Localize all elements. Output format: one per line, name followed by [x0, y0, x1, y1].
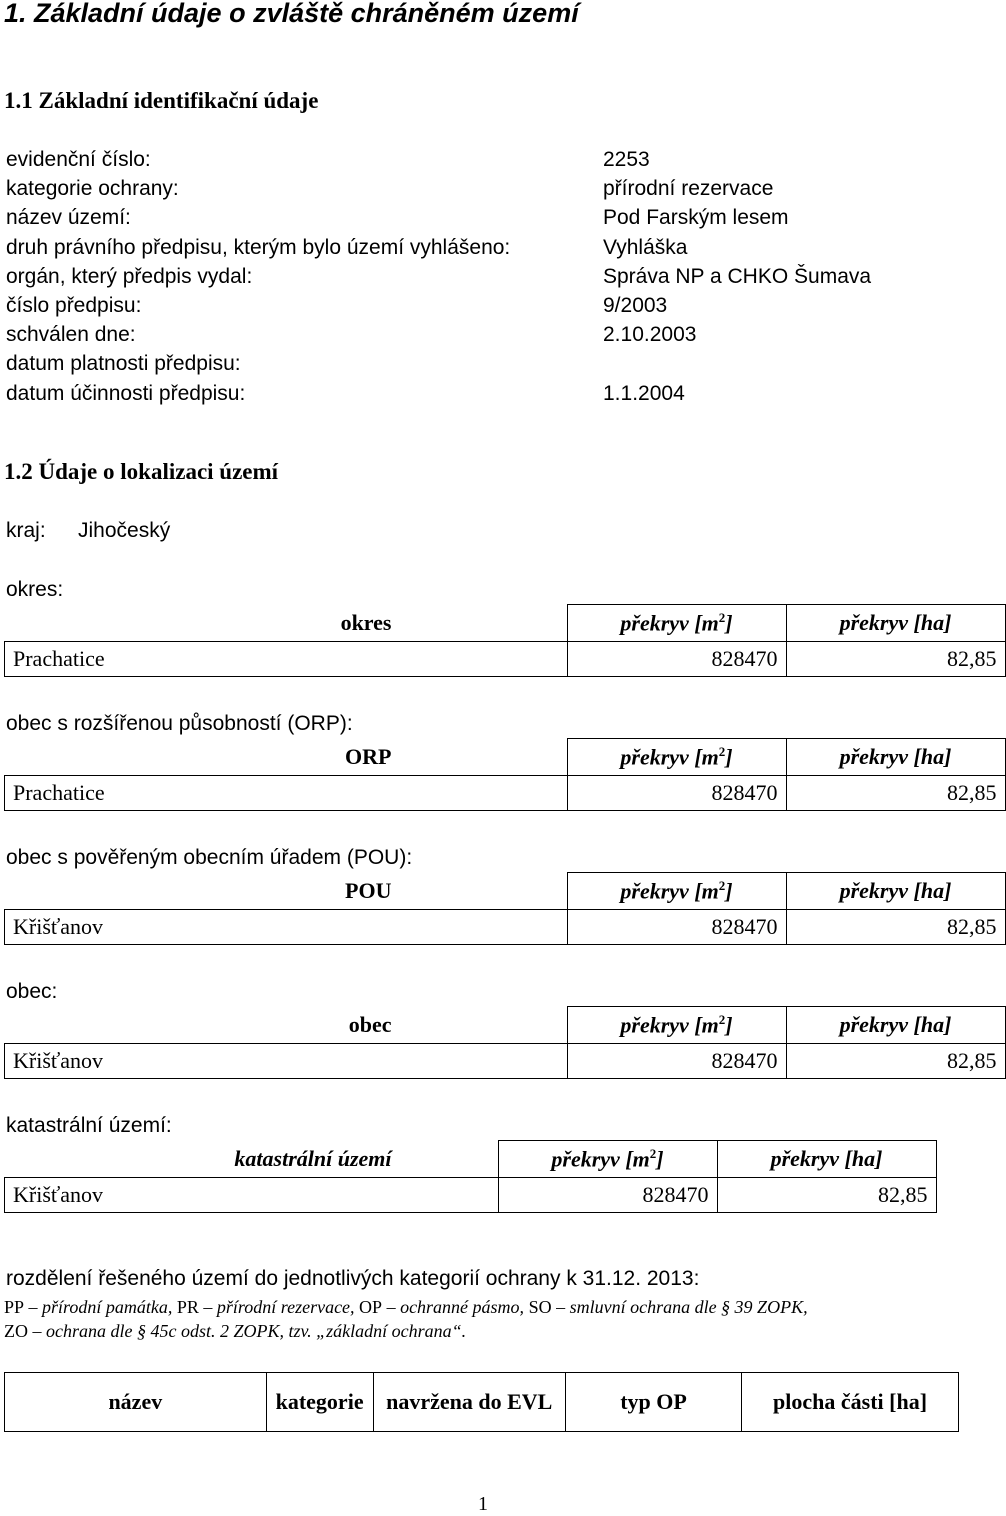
col-m2-text: překryv [m: [551, 1146, 650, 1172]
block-label: katastrální území:: [6, 1114, 172, 1137]
block-label: okres:: [6, 578, 64, 601]
unit-name: Prachatice: [5, 776, 568, 811]
overlap-header-row: [5, 1007, 1006, 1044]
field-label: orgán, který předpis vydal:: [6, 265, 253, 288]
col-unit: ORP: [5, 739, 568, 776]
col-overlap-m2: [567, 739, 786, 776]
field-label: schválen dne:: [6, 323, 136, 346]
col-m2-close: ]: [656, 1146, 664, 1172]
col-overlap-m2: [567, 605, 786, 642]
col-kategorie: kategorie: [266, 1373, 373, 1432]
col-overlap-ha: překryv [ha]: [786, 739, 1005, 776]
unit-name: Křišťanov: [5, 1178, 499, 1213]
overlap-ha: 82,85: [786, 910, 1005, 945]
overlap-header-row: [5, 873, 1006, 910]
overlap-ha: 82,85: [786, 776, 1005, 811]
field-label: datum platnosti předpisu:: [6, 352, 241, 375]
field-value: 1.1.2004: [603, 382, 685, 405]
field-label: datum účinnosti předpisu:: [6, 382, 246, 405]
section-title-localization: 1.2 Údaje o lokalizaci území: [4, 459, 279, 484]
legend-text-zo: – ochrana dle § 45c odst. 2 ZOPK, tzv. „základní ochrana“.: [28, 1321, 467, 1341]
overlap-table: [4, 604, 1006, 677]
overlap-table: [4, 872, 1006, 945]
unit-name: Křišťanov: [5, 910, 568, 945]
field-value: přírodní rezervace: [603, 177, 774, 200]
legend-text-op: – ochranné pásmo,: [382, 1297, 529, 1317]
abbr-op: OP: [359, 1297, 383, 1317]
block-label: obec s pověřeným obecním úřadem (POU):: [6, 846, 413, 869]
col-m2-text: překryv [m: [620, 610, 719, 636]
overlap-header-row: [5, 605, 1006, 642]
field-value: 2253: [603, 148, 650, 171]
overlap-table: [4, 1006, 1006, 1079]
field-value: Pod Farským lesem: [603, 206, 789, 229]
col-overlap-m2: [567, 1007, 786, 1044]
col-nazev: název: [5, 1373, 267, 1432]
col-m2-sup: 2: [718, 609, 726, 625]
col-plocha: plocha části [ha]: [742, 1373, 959, 1432]
field-value: Vyhláška: [603, 236, 688, 259]
overlap-data-row: [5, 1178, 937, 1213]
col-m2-sup: 2: [718, 743, 726, 759]
overlap-m2: 828470: [567, 776, 786, 811]
legend-text-pr: – přírodní rezervace,: [198, 1297, 360, 1317]
overlap-header-row: [5, 739, 1006, 776]
col-overlap-ha: překryv [ha]: [786, 1007, 1005, 1044]
overlap-m2: 828470: [567, 1044, 786, 1079]
page-heading: 1. Základní údaje o zvláště chráněném území: [4, 0, 579, 28]
col-m2-close: ]: [725, 610, 733, 636]
overlap-header-row: [5, 1141, 937, 1178]
overlap-m2: 828470: [498, 1178, 717, 1213]
overlap-data-row: [5, 776, 1006, 811]
col-m2-text: překryv [m: [620, 744, 719, 770]
field-label: kategorie ochrany:: [6, 177, 179, 200]
overlap-table: [4, 1140, 937, 1213]
field-label: evidenční číslo:: [6, 148, 151, 171]
col-unit: katastrální území: [5, 1141, 499, 1178]
field-value: Správa NP a CHKO Šumava: [603, 265, 872, 288]
col-m2-close: ]: [725, 1012, 733, 1038]
categories-table: [4, 1372, 959, 1432]
categories-title: rozdělení řešeného území do jednotlivých kategorií ochrany k 31.12. 2013:: [6, 1267, 700, 1290]
col-overlap-m2: [567, 873, 786, 910]
overlap-ha: 82,85: [786, 1044, 1005, 1079]
col-m2-sup: 2: [718, 1011, 726, 1027]
overlap-ha: 82,85: [717, 1178, 936, 1213]
field-label: číslo předpisu:: [6, 294, 142, 317]
field-label: druh právního předpisu, kterým bylo území vyhlášeno:: [6, 236, 511, 259]
categories-legend-line1: [4, 1297, 808, 1318]
col-m2-text: překryv [m: [620, 878, 719, 904]
kraj-label: kraj:: [6, 519, 46, 542]
field-value: 2.10.2003: [603, 323, 697, 346]
col-m2-sup: 2: [718, 877, 726, 893]
col-m2-text: překryv [m: [620, 1012, 719, 1038]
page-number: 1: [478, 1493, 488, 1515]
field-value: 9/2003: [603, 294, 668, 317]
block-label: obec s rozšířenou působností (ORP):: [6, 712, 353, 735]
col-unit: obec: [5, 1007, 568, 1044]
col-m2-sup: 2: [649, 1145, 657, 1161]
unit-name: Prachatice: [5, 642, 568, 677]
col-m2-close: ]: [725, 744, 733, 770]
col-unit: okres: [5, 605, 568, 642]
col-overlap-ha: překryv [ha]: [786, 605, 1005, 642]
overlap-table: [4, 738, 1006, 811]
col-unit: POU: [5, 873, 568, 910]
block-label: obec:: [6, 980, 58, 1003]
overlap-data-row: [5, 642, 1006, 677]
abbr-pp: PP: [4, 1297, 25, 1317]
overlap-data-row: [5, 1044, 1006, 1079]
legend-text-so: – smluvní ochrana dle § 39 ZOPK,: [551, 1297, 808, 1317]
unit-name: Křišťanov: [5, 1044, 568, 1079]
abbr-zo: ZO: [4, 1321, 28, 1341]
section-title-identification: 1.1 Základní identifikační údaje: [4, 88, 319, 113]
col-m2-close: ]: [725, 878, 733, 904]
legend-text-pp: – přírodní památka,: [24, 1297, 177, 1317]
abbr-so: SO: [528, 1297, 552, 1317]
overlap-ha: 82,85: [786, 642, 1005, 677]
categories-header-row: [5, 1373, 959, 1432]
col-overlap-m2: [498, 1141, 717, 1178]
col-evl: navržena do EVL: [373, 1373, 565, 1432]
kraj-value: Jihočeský: [78, 519, 171, 542]
overlap-m2: 828470: [567, 910, 786, 945]
col-overlap-ha: překryv [ha]: [786, 873, 1005, 910]
col-typ-op: typ OP: [565, 1373, 741, 1432]
categories-legend-line2: [4, 1321, 466, 1342]
overlap-data-row: [5, 910, 1006, 945]
col-overlap-ha: překryv [ha]: [717, 1141, 936, 1178]
field-label: název území:: [6, 206, 131, 229]
overlap-m2: 828470: [567, 642, 786, 677]
abbr-pr: PR: [176, 1297, 199, 1317]
